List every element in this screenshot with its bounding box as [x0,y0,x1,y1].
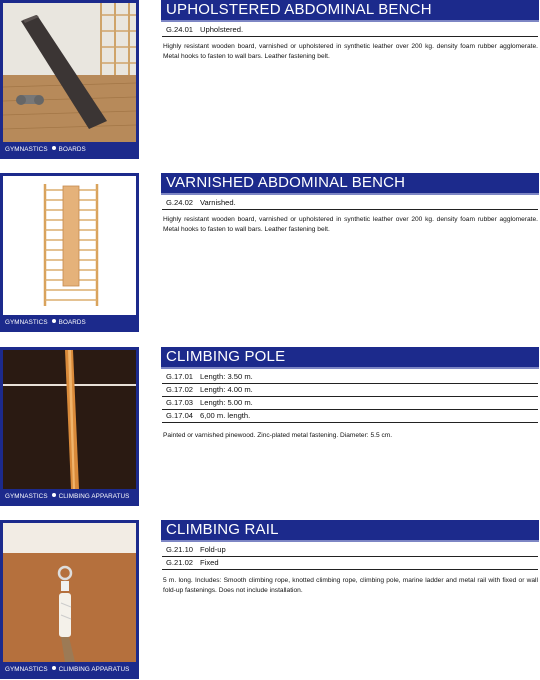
product-variant: Varnished. [200,198,236,207]
product-description: Highly resistant wooden board, varnished or upholstered in synthetic leather over 200 kg. density foam rubber agglomerate. Metal hooks to fasten to wall bars. Leather fastening belt. [163,216,538,233]
product-variant: Upholstered. [200,25,244,34]
product-code: G.17.01 [166,372,194,381]
caption-subcategory: CLIMBING APPARATUS [58,666,130,673]
bullet-icon [52,319,56,323]
product-climbing-rail [0,520,540,680]
code-row [162,197,538,210]
product-title: CLIMBING RAIL [161,520,539,540]
product-code: G.21.02 [166,558,194,567]
caption-category: GYMNASTICS [5,666,48,673]
product-variant: Length: 4.00 m. [200,385,253,394]
product-climbing-pole [0,347,540,507]
product-code: G.17.02 [166,385,194,394]
title-underline [161,20,539,22]
varnished-bench-photo [3,176,136,315]
bullet-icon [52,666,56,670]
code-row [162,24,538,37]
product-photo-frame [0,347,139,506]
code-table [162,24,538,37]
code-row [162,557,538,570]
climbing-pole-photo [3,350,136,489]
product-description: Painted or varnished pinewood. Zinc-plated metal fastening. Diameter: 5.5 cm. [163,432,393,439]
caption-category: GYMNASTICS [5,146,48,153]
code-row [162,384,538,397]
climbing-rope-photo [3,523,136,662]
title-underline [161,540,539,542]
code-row [162,544,538,557]
product-variant: Fixed [200,558,219,567]
product-code: G.24.01 [166,25,194,34]
product-title: VARNISHED ABDOMINAL BENCH [161,173,539,193]
product-variant: Length: 3.50 m. [200,372,253,381]
product-code: G.24.02 [166,198,194,207]
code-row [162,371,538,384]
product-upholstered-abdominal-bench [0,0,540,160]
bullet-icon [52,146,56,150]
code-row [162,410,538,423]
caption-subcategory: BOARDS [58,146,86,153]
product-photo-frame [0,173,139,332]
product-code: G.21.10 [166,545,194,554]
product-variant: 6,00 m. length. [200,411,251,420]
category-caption [1,489,138,505]
product-code: G.17.04 [166,411,194,420]
product-variant: Length: 5.00 m. [200,398,253,407]
caption-subcategory: BOARDS [58,319,86,326]
product-photo-frame [0,520,139,679]
product-varnished-abdominal-bench [0,173,540,333]
code-table [162,544,538,570]
category-caption [1,142,138,158]
product-variant: Fold-up [200,545,226,554]
product-description: 5 m. long. Includes: Smooth climbing rope, knotted climbing rope, climbing pole, marine ladder and metal rail with fixed or wall fold-up fastenings. Does not include installation. [163,577,538,594]
code-row [162,397,538,410]
code-table [162,371,538,423]
product-description: Highly resistant wooden board, varnished or upholstered in synthetic leather over 200 kg. density foam rubber agglomerate. Metal hooks to fasten to wall bars. Leather fastening belt. [163,43,538,60]
product-code: G.17.03 [166,398,194,407]
product-photo-frame [0,0,139,159]
caption-category: GYMNASTICS [5,493,48,500]
title-underline [161,367,539,369]
bullet-icon [52,493,56,497]
upholstered-bench-photo [3,3,136,142]
category-caption [1,662,138,678]
product-title: CLIMBING POLE [161,347,539,367]
title-underline [161,193,539,195]
caption-category: GYMNASTICS [5,319,48,326]
code-table [162,197,538,210]
product-title: UPHOLSTERED ABDOMINAL BENCH [161,0,539,20]
caption-subcategory: CLIMBING APPARATUS [58,493,130,500]
category-caption [1,315,138,331]
